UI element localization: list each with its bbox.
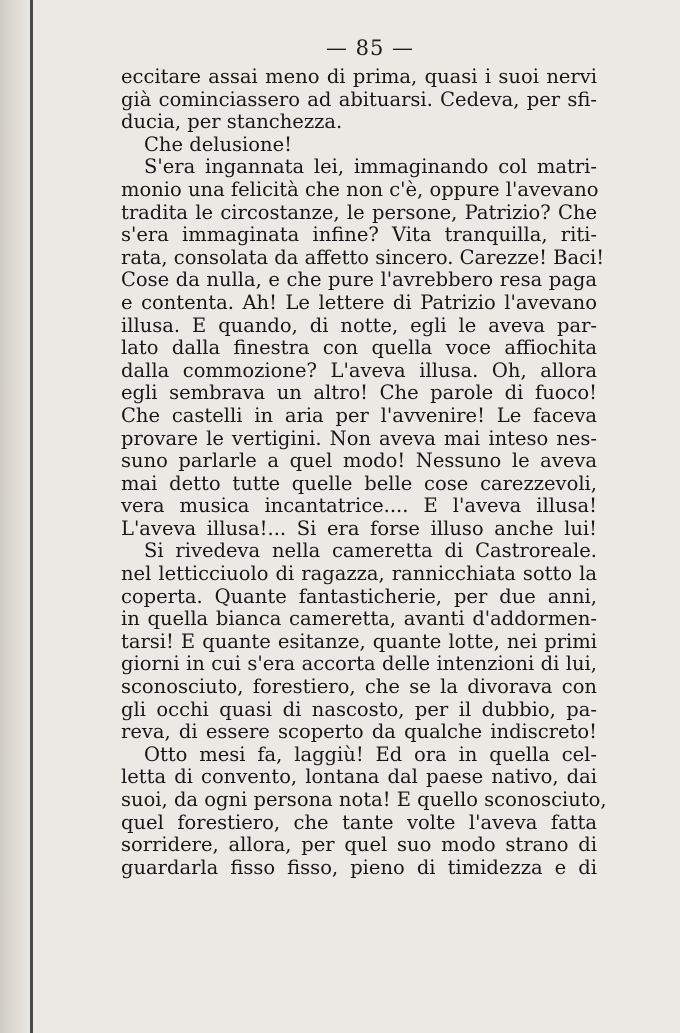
text-line: s'era immaginata infine? Vita tranquilla, riti- [121, 223, 597, 247]
text-line: Otto mesi fa, laggiù! Ed ora in quella cel- [144, 742, 597, 766]
text-line: Che castelli in aria per l'avvenire! Le faceva [121, 403, 597, 427]
text-line: tradita le circostanze, le persone, Patrizio? Che [121, 200, 597, 224]
text-line: nel letticciuolo di ragazza, rannicchiata sotto la [121, 562, 597, 586]
text-line: quel forestiero, che tante volte l'aveva fatta [121, 810, 597, 834]
text-line: illusa. E quando, di notte, egli le aveva par- [121, 313, 597, 337]
text-line: in quella bianca cameretta, avanti d'addormen- [121, 607, 597, 631]
page-number: — 85 — [325, 36, 415, 60]
text-line: tarsi! E quante esitanze, quante lotte, nei primi [121, 629, 597, 653]
text-line: ducia, per stanchezza. [121, 110, 343, 134]
text-line: eccitare assai meno di prima, quasi i suoi nervi [121, 65, 597, 88]
text-line: gli occhi quasi di nascosto, per il dubbio, pa- [121, 697, 597, 721]
text-line: suno parlarle a quel modo! Nessuno le aveva [121, 449, 597, 473]
text-line: reva, di essere scoperto da qualche indiscreto! [121, 720, 597, 744]
text-line: giorni in cui s'era accorta delle intenzioni di lui, [121, 652, 597, 676]
text-line: suoi, da ogni persona nota! E quello sconosciuto, [121, 788, 607, 811]
text-line: Cose da nulla, e che pure l'avrebbero resa paga [121, 268, 597, 292]
text-line: L'aveva illusa!... Si era forse illuso anche lui! [121, 516, 597, 540]
text-line: letta di convento, lontana dal paese nativo, dai [121, 765, 597, 789]
text-line: rata, consolata da affetto sincero. Carezze! Baci! [121, 245, 605, 269]
text-line: Che delusione! [144, 132, 292, 156]
text-line: e contenta. Ah! Le lettere di Patrizio l'avevano [121, 290, 597, 314]
text-line: Si rivedeva nella cameretta di Castroreale. [144, 539, 597, 563]
binding-shadow [0, 0, 34, 1033]
text-line: S'era ingannata lei, immaginando col matri- [144, 155, 597, 179]
binding-edge-line [30, 0, 33, 1033]
text-line: monio una felicità che non c'è, oppure l'avevano [121, 177, 599, 201]
body-text [121, 65, 607, 879]
text-line: guardarla fisso fisso, pieno di timidezza e di [121, 855, 597, 879]
text-line: mai detto tutte quelle belle cose carezzevoli, [121, 471, 597, 495]
text-line: lato dalla finestra con quella voce affiochita [121, 336, 597, 360]
text-line: già cominciassero ad abituarsi. Cedeva, per sfi- [121, 87, 597, 111]
text-line: sconosciuto, forestiero, che se la divorava con [121, 675, 597, 699]
text-line: egli sembrava un altro! Che parole di fuoco! [121, 381, 597, 405]
text-line: sorridere, allora, per quel suo modo strano di [121, 833, 597, 857]
text-line: coperta. Quante fantasticherie, per due anni, [121, 584, 597, 608]
text-line: dalla commozione? L'aveva illusa. Oh, allora [121, 358, 597, 382]
text-line: provare le vertigini. Non aveva mai inteso nes- [121, 426, 597, 450]
text-line: vera musica incantatrice.... E l'aveva illusa! [121, 494, 597, 518]
